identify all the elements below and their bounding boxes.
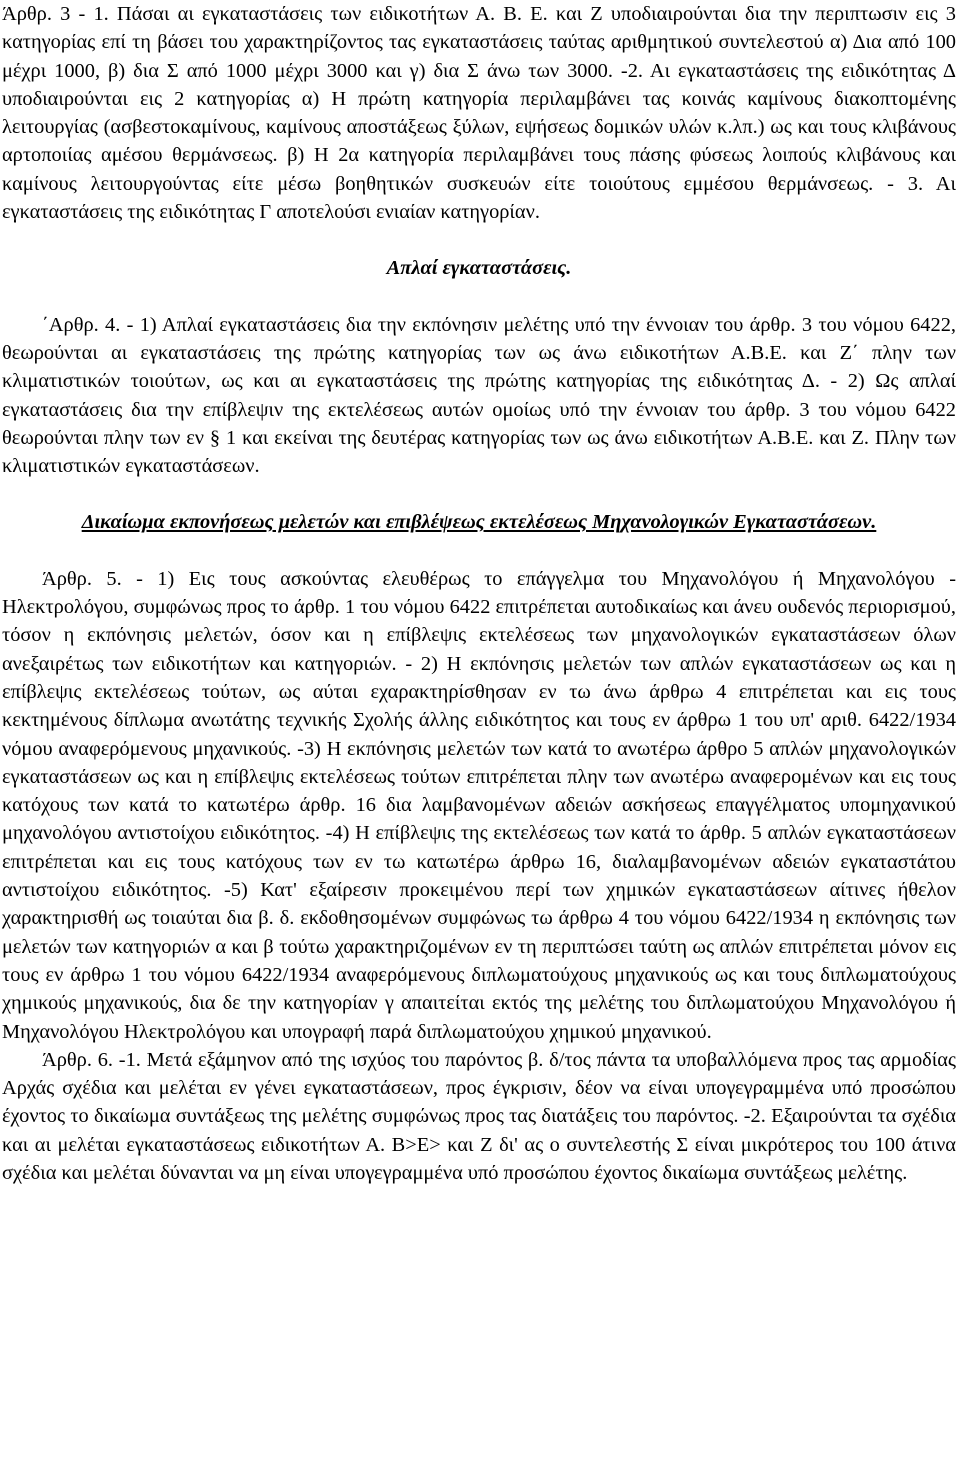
- paragraph-article-4: ΄Αρθρ. 4. - 1) Απλαί εγκαταστάσεις δια την εκπόνησιν μελέτης υπό την έννοιαν του άρθρ. 3 του νόμου 6422, θεωρούνται αι εγκαταστάσεις της πρώτης κατηγορίας των ως άνω ειδικοτήτων Α.Β.Ε. και Ζ΄ πλην των κλιματιστικών τοιούτων, ως και αι εγκαταστάσεις της πρώτης κατηγορίας της ειδικότητας Δ. - 2) Ως απλαί εγκαταστάσεις δια την επίβλεψιν της εκτελέσεως αυτών ομοίως υπό την έννοιαν του άρθρ. 3 του νόμου 6422 θεωρούνται πλην των εν § 1 και εκείναι της δευτέρας κατηγορίας των ως άνω ειδικοτήτων Α.Β.Ε. και Ζ. Πλην των κλιματιστικών εγκαταστάσεων.: [2, 313, 956, 478]
- heading-simple-installations: Απλαί εγκαταστάσεις.: [386, 257, 572, 280]
- spacer: [2, 226, 956, 254]
- spacer: [2, 480, 956, 508]
- paragraph-article-5: Άρθρ. 5. - 1) Εις τους ασκούντας ελευθέρως το επάγγελμα του Μηχανολόγου ή Μηχανολόγου - Ηλεκτρολόγου, συμφώνως προς το άρθρ. 1 του νόμου 6422 επιτρέπεται αυτοδικαίως και άνευ ουδενός περιορισμού, τόσον η εκπόνησις μελετών, όσον και η επίβλεψις εκτελέσεως των μηχανολογικών εγκαταστάσεων όλων ανεξαιρέτως των ειδικοτήτων και κατηγοριών. - 2) Η εκπόνησις μελετών των απλών εγκαταστάσεων ως και η επίβλεψις εκτελέσεως τούτων, ως αύται εχαρακτηρίσθησαν εν τω άνω άρθρω 4 επιτρέπεται και εις τους κεκτημένους δίπλωμα ανωτάτης τεχνικής Σχολής άλλης ειδικότητος και τους εν άρθρω 1 του υπ' αριθ. 6422/1934 νόμου αναφερόμενους μηχανικούς. -3) Η εκπόνησις μελετών των κατά το ανωτέρω άρθρο 5 απλών μηχανολογικών εγκαταστάσεων ως και η επίβλεψις εκτελέσεως τούτων επιτρέπεται πλην των ανωτέρω αναφερομένων και εις τους κατόχους των κατά το κατωτέρω άρθρ. 16 δια λαμβανομένων αδειών ασκήσεως επαγγέλματος υπομηχανικού μηχανολόγου αντιστοίχου ειδικότητος. -4) Η επίβλεψις της εκτελέσεως των κατά το άρθρ. 5 απλών εγκαταστάσεων επιτρέπεται και εις τους κατόχους των εν τω κατωτέρω άρθρω 16, διαλαμβανομένων αδειών εγκαταστάτου αντιστοίχου ειδικότητος. -5) Κατ' εξαίρεσιν προκειμένου περί των χημικών εγκαταστάσεων αίτινες ήθελον χαρακτηρισθή ως τοιαύται δια β. δ. εκδοθησομένων συμφώνως τω άρθρω 4 του νόμου 6422/1934 η εκπόνησις των μελετών των κατηγοριών α και β τούτω χαρακτηριζομένων εν τη περιπτώσει ταύτη ως απλών επιτρέπεται μόνον εις τους εν άρθρω 1 του νόμου 6422/1934 αναφερόμενους διπλωματούχους μηχανικούς ως και τους διπλωματούχους χημικούς μηχανικούς, δια δε την κατηγορίαν γ απαιτείται εκτός της μελέτης του διπλωματούχου Μηχανολόγου ή Μηχανολόγου Ηλεκτρολόγου και υπογραφή παρά διπλωματούχου χημικού μηχανικού.: [2, 567, 956, 1043]
- heading-study-rights: Δικαίωμα εκπονήσεως μελετών και επιβλέψεως εκτελέσεως Μηχανολογικών Εγκαταστάσεων.: [81, 511, 877, 534]
- spacer: [2, 283, 956, 311]
- spacer: [2, 537, 956, 565]
- paragraph-article-3: Άρθρ. 3 - 1. Πάσαι αι εγκαταστάσεις των ειδικοτήτων Α. Β. Ε. και Ζ υποδιαιρούνται δια την περιπτωσιν εις 3 κατηγορίας επί τη βάσει του χαρακτηρίζοντος τας εγκαταστάσεις ταύτας αριθμητικού συντελεστού α) Δια από 100 μέχρι 1000, β) δια Σ από 1000 μέχρι 3000 και γ) δια Σ άνω των 3000. -2. Αι εγκαταστάσεις της ειδικότητας Δ υποδιαιρούνται εις 2 κατηγορίας α) Η πρώτη κατηγορία περιλαμβάνει τας κοινάς καμίνους διακοπτομένης λειτουργίας (ασβεστοκαμίνους, καμίνους αποστάξεως ξύλων, εψήσεως δομικών υλών κ.λπ.) ως και τους κλιβάνους αρτοποιίας αμέσου θερμάνσεως. β) Η 2α κατηγορία περιλαμβάνει τους πάσης φύσεως λοιπούς κλιβάνους και καμίνους λειτουργούντας είτε μέσω βοηθητικών συσκευών είτε τοιούτους εμμέσου θερμάνσεως. - 3. Αι εγκαταστάσεις της ειδικότητας Γ αποτελούσι ενιαίαν κατηγορίαν.: [2, 3, 956, 224]
- paragraph-article-6: Άρθρ. 6. -1. Μετά εξάμηνον από της ισχύος του παρόντος β. δ/τος πάντα τα υποβαλλόμενα προς τας αρμοδίας Αρχάς σχέδια και μελέται εν γένει εγκαταστάσεων, προς έγκρισιν, δέον να είναι υπογεγραμμένα υπό προσώπου έχοντος το δικαίωμα συντάξεως της μελέτης συμφώνως προς τας διατάξεις του παρόντος. -2. Εξαιρούνται τα σχέδια και αι μελέται εγκαταστάσεως ειδικοτήτων Α. Β>Ε> και Ζ δι' ας ο συντελεστής Σ είναι μικρότερος του 100 άτινα σχέδια και μελέται δύνανται να μη είναι υπογεγραμμένα υπό προσώπου έχοντος δικαίωμα συντάξεως μελέτης.: [2, 1048, 956, 1184]
